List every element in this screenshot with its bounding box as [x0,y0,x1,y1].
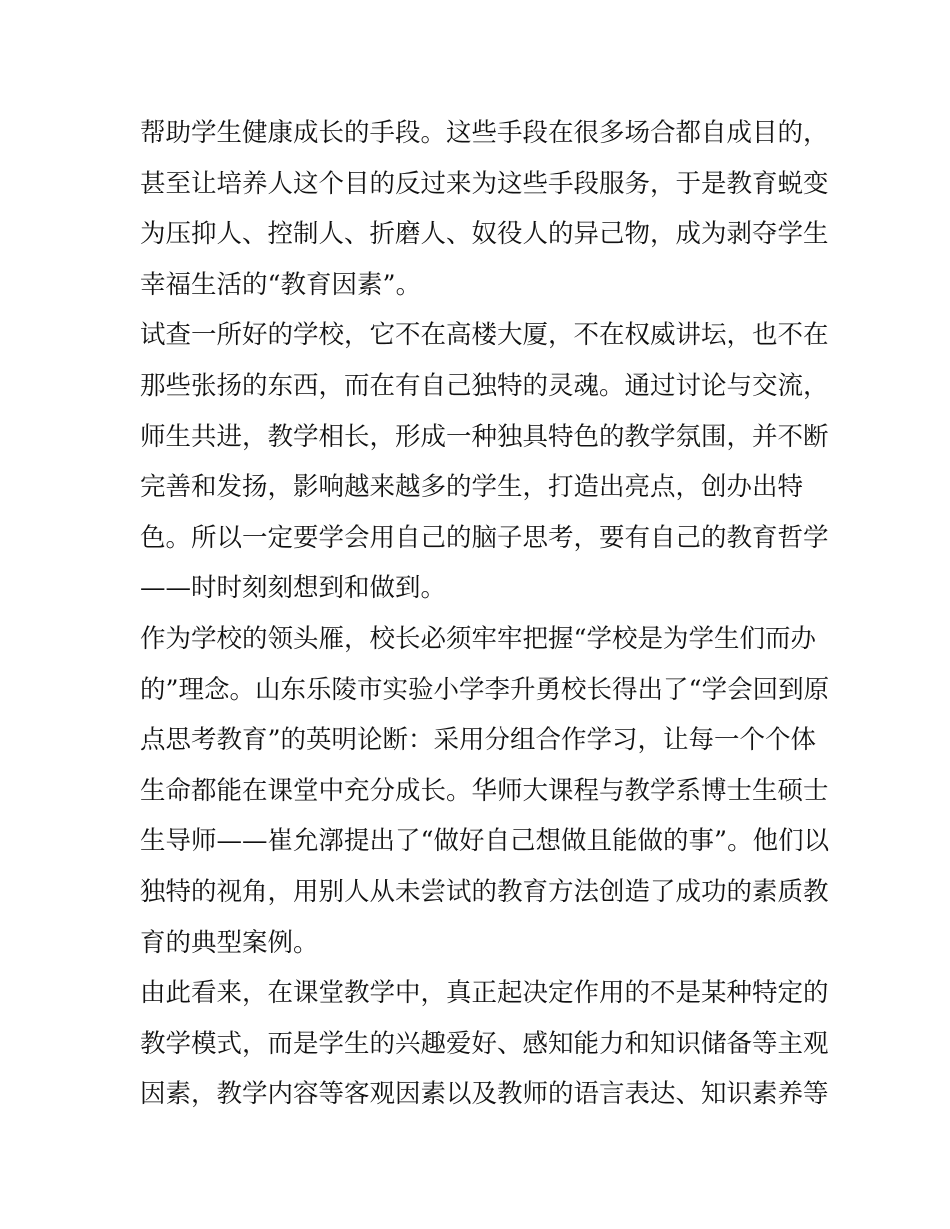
text-line: 由此看来，在课堂教学中，真正起决定作用的不是某种特定的 [140,978,829,1009]
paragraph-3 [140,614,830,968]
text-line: 教学模式，而是学生的兴趣爱好、感知能力和知识储备等主观 [140,1028,829,1059]
text-line: 试查一所好的学校，它不在高楼大厦，不在权威讲坛，也不在 [140,320,829,351]
text-line: 生导师——崔允漷提出了“做好自己想做且能做的事”。他们以 [140,826,830,857]
text-line: 育的典型案例。 [140,927,319,958]
text-line: 因素，教学内容等客观因素以及教师的语言表达、知识素养等 [140,1079,829,1110]
text-line: 生命都能在课堂中充分成长。华师大课程与教学系博士生硕士 [140,775,829,806]
paragraph-4 [140,968,829,1120]
text-line: 色。所以一定要学会用自己的脑子思考，要有自己的教育哲学 [140,522,829,553]
text-line: 点思考教育”的英明论断：采用分组合作学习，让每一个个体 [140,725,817,756]
text-line: 甚至让培养人这个目的反过来为这些手段服务，于是教育蜕变 [140,168,829,199]
text-line: 幸福生活的“教育因素”。 [140,269,422,300]
text-line: 为压抑人、控制人、折磨人、奴役人的异己物，成为剥夺学生 [140,219,829,250]
text-line: 师生共进，教学相长，形成一种独具特色的教学氛围，并不断 [140,421,829,452]
paragraph-1 [140,108,829,310]
text-line: 的”理念。山东乐陵市实验小学李升勇校长得出了“学会回到原 [140,674,830,705]
text-line: ——时时刻刻想到和做到。 [140,573,447,604]
paragraph-2 [140,310,829,614]
document-body [140,108,830,1120]
text-line: 帮助学生健康成长的手段。这些手段在很多场合都自成目的， [140,118,829,148]
text-line: 独特的视角，用别人从未尝试的教育方法创造了成功的素质教 [140,876,829,907]
text-line: 那些张扬的东西，而在有自己独特的灵魂。通过讨论与交流， [140,370,829,401]
text-line: 完善和发扬，影响越来越多的学生，打造出亮点，创办出特 [140,472,804,503]
text-line: 作为学校的领头雁，校长必须牢牢把握“学校是为学生们而办 [140,623,817,654]
